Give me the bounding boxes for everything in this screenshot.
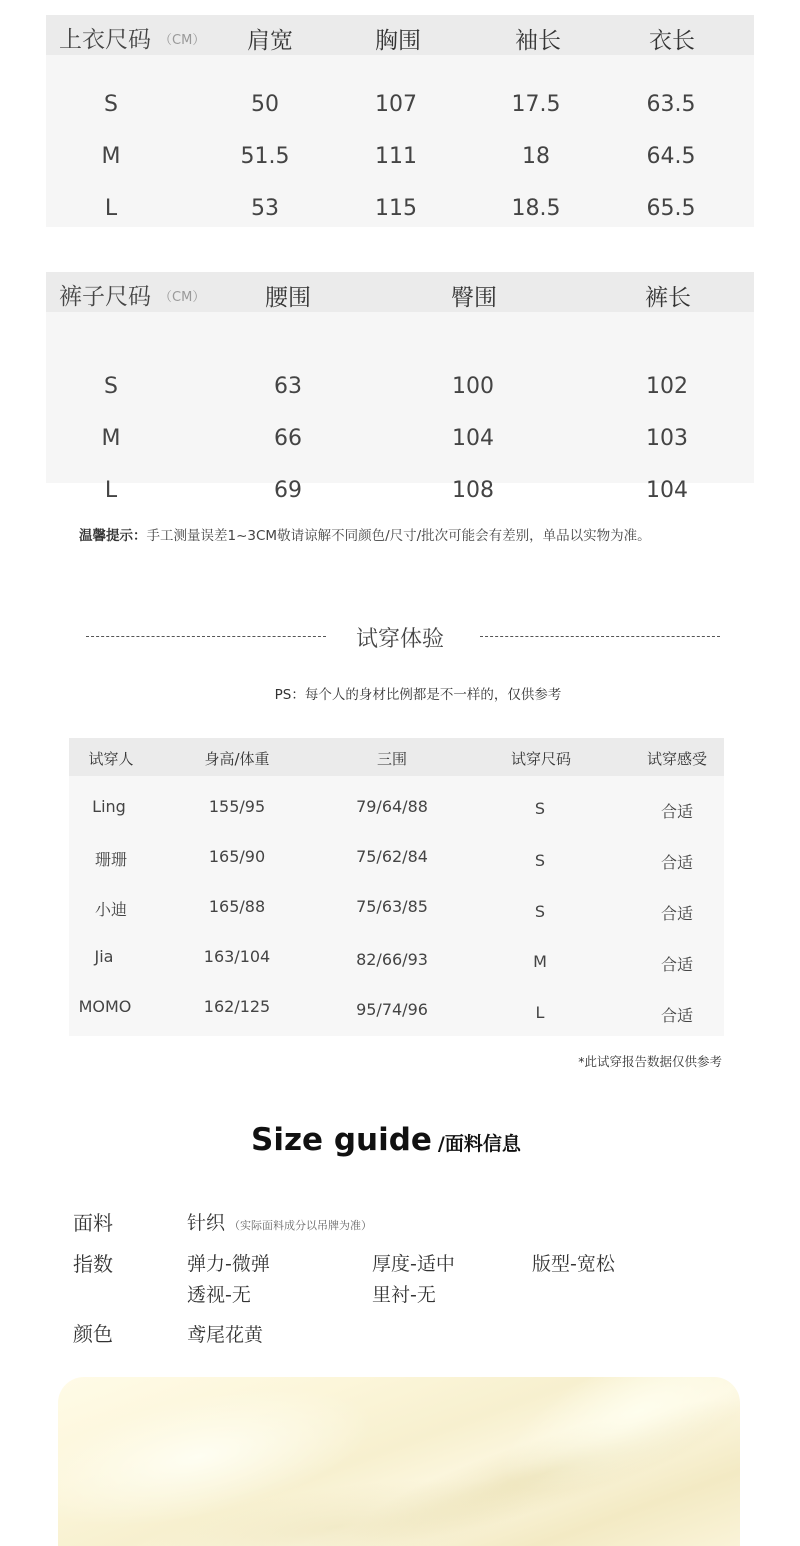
notice-label: 温馨提示： <box>79 528 147 544</box>
table-cell: 100 <box>452 374 494 399</box>
unit-label: （CM） <box>159 290 206 305</box>
size-label: S <box>104 374 118 399</box>
index-label: 指数 <box>73 1252 113 1276</box>
index-value: 版型-宽松 <box>532 1253 615 1275</box>
top-size-table <box>46 15 754 227</box>
pants-size-table <box>46 272 754 503</box>
table-cell: 75/62/84 <box>356 847 428 866</box>
color-value: 鸢尾花黄 <box>187 1324 264 1346</box>
trial-footnote: *此试穿报告数据仅供参考 <box>578 1054 722 1069</box>
table-cell: 66 <box>274 426 302 451</box>
column-header: 试穿感受 <box>646 750 708 768</box>
column-header: 衣长 <box>649 28 695 54</box>
index-value: 透视-无 <box>187 1284 251 1306</box>
trial-table <box>69 738 724 1036</box>
table-cell: 63 <box>274 374 302 399</box>
notice-text: 手工测量误差1~3CM敬请谅解不同颜色/尺寸/批次可能会有差别，单品以实物为准。 <box>146 528 651 544</box>
table-row <box>46 374 754 404</box>
table-cell: 165/90 <box>208 847 266 866</box>
table-cell: Jia <box>94 947 114 966</box>
table-cell: 104 <box>452 426 494 451</box>
table-cell: 小迪 <box>94 900 128 919</box>
table-cell: 162/125 <box>203 997 271 1016</box>
fabric-value: 针织 （实际面料成分以吊牌为准） <box>187 1212 373 1234</box>
table-cell: 17.5 <box>511 92 561 117</box>
index-value: 里衬-无 <box>372 1284 436 1306</box>
column-header: 三围 <box>376 750 408 768</box>
column-header: 试穿人 <box>88 750 134 768</box>
color-label: 颜色 <box>73 1322 113 1346</box>
table-cell: 163/104 <box>203 947 271 966</box>
table-cell: 115 <box>375 196 417 221</box>
column-header: 试穿尺码 <box>510 750 572 768</box>
table-cell: MOMO <box>78 997 132 1016</box>
size-label: M <box>101 426 121 451</box>
trial-ps-note: PS：每个人的身材比例都是不一样的，仅供参考 <box>274 687 562 703</box>
table-row <box>69 847 724 877</box>
pants-size-table-title: 裤子尺码 （CM） <box>59 284 206 310</box>
fabric-label: 面料 <box>73 1211 113 1235</box>
table-row <box>46 92 754 122</box>
table-cell: 珊珊 <box>94 850 128 869</box>
table-cell: S <box>534 902 546 921</box>
table-cell: 104 <box>646 478 688 503</box>
table-row <box>69 897 724 927</box>
table-cell: 18 <box>522 144 550 169</box>
table-cell: 155/95 <box>208 797 266 816</box>
table-cell: 65.5 <box>646 196 696 221</box>
table-cell: 合适 <box>660 904 694 923</box>
column-header: 腰围 <box>265 285 311 311</box>
table-row <box>69 797 724 827</box>
index-value: 厚度-适中 <box>372 1253 455 1275</box>
table-cell: 51.5 <box>240 144 290 169</box>
table-cell: 79/64/88 <box>356 797 428 816</box>
table-cell: 63.5 <box>646 92 696 117</box>
column-header: 胸围 <box>375 28 421 54</box>
table-cell: 82/66/93 <box>356 950 428 969</box>
trial-section-heading <box>0 622 800 652</box>
table-cell: 合适 <box>660 802 694 821</box>
measurement-notice <box>79 524 651 544</box>
table-row <box>46 144 754 174</box>
table-cell: 18.5 <box>511 196 561 221</box>
table-cell: 合适 <box>660 1006 694 1025</box>
index-value: 弹力-微弹 <box>187 1253 270 1275</box>
size-label: L <box>104 478 118 503</box>
size-label: L <box>104 196 118 221</box>
size-guide-title <box>251 1122 521 1158</box>
table-row <box>69 947 724 977</box>
column-header: 肩宽 <box>247 28 293 54</box>
table-cell: 102 <box>646 374 688 399</box>
table-cell: L <box>535 1003 545 1022</box>
trial-title: 试穿体验 <box>355 627 445 652</box>
size-guide-title-en: Size guide <box>251 1122 432 1158</box>
column-header: 臀围 <box>451 285 497 311</box>
column-header: 裤长 <box>645 285 691 311</box>
size-guide-title-cn: /面料信息 <box>437 1133 521 1155</box>
table-cell: 53 <box>251 196 279 221</box>
table-cell: Ling <box>92 797 126 816</box>
fabric-photo <box>58 1377 740 1546</box>
table-cell: 165/88 <box>208 897 266 916</box>
size-label: M <box>101 144 121 169</box>
table-cell: M <box>533 952 547 971</box>
table-cell: 107 <box>375 92 417 117</box>
fabric-note: （实际面料成分以吊牌为准） <box>229 1219 373 1232</box>
column-header: 袖长 <box>515 28 561 54</box>
table-cell: S <box>534 851 546 870</box>
size-label: S <box>104 92 118 117</box>
unit-label: （CM） <box>159 33 206 48</box>
table-cell: 50 <box>251 92 279 117</box>
table-row <box>46 426 754 456</box>
table-cell: 75/63/85 <box>356 897 428 916</box>
table-cell: 111 <box>375 144 417 169</box>
table-row <box>46 196 754 226</box>
table-cell: 103 <box>646 426 688 451</box>
table-cell: 合适 <box>660 955 694 974</box>
table-cell: 69 <box>274 478 302 503</box>
table-cell: 64.5 <box>646 144 696 169</box>
trial-table-header <box>69 738 724 776</box>
divider <box>480 636 720 637</box>
pants-size-table-header <box>46 272 754 312</box>
table-cell: S <box>534 799 546 818</box>
table-cell: 95/74/96 <box>356 1000 428 1019</box>
table-row <box>46 478 754 508</box>
table-cell: 108 <box>452 478 494 503</box>
table-row <box>69 997 724 1027</box>
top-size-table-header <box>46 15 754 55</box>
table-cell: 合适 <box>660 853 694 872</box>
divider <box>86 636 326 637</box>
column-header: 身高/体重 <box>204 750 270 768</box>
top-size-table-title: 上衣尺码 （CM） <box>59 27 206 53</box>
